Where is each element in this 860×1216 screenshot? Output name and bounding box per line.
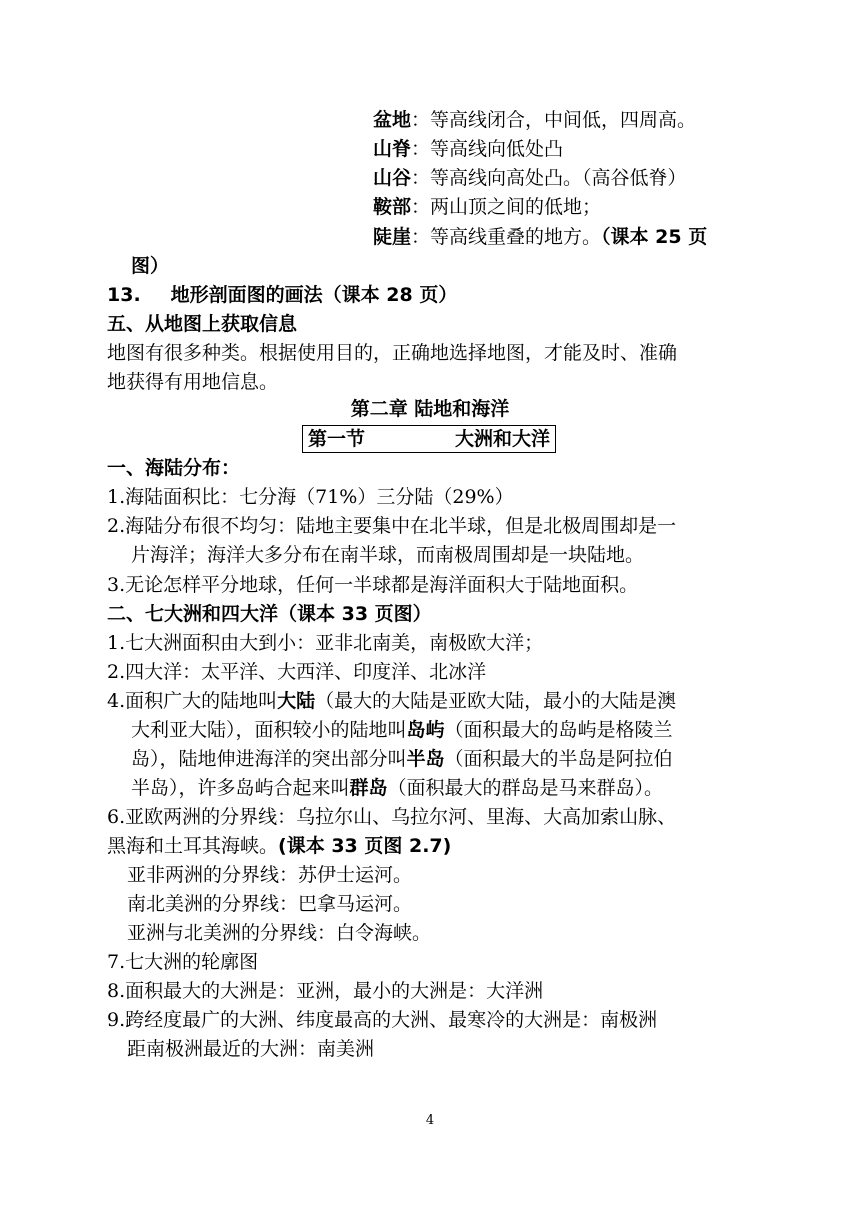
section-title-box	[302, 425, 556, 453]
list-item: 1.海陆面积比：七分海（71%）三分陆（29%）	[107, 486, 514, 508]
landform-ridge	[373, 136, 563, 162]
key-term: 岛屿	[406, 719, 445, 741]
key-term: 大陆	[277, 690, 316, 712]
landform-term: 山谷	[373, 167, 412, 189]
landform-saddle	[373, 194, 601, 220]
textbook-reference: （课本 25 页	[601, 226, 708, 248]
paragraph-line: 地获得有用地信息。	[107, 371, 279, 393]
list-item-cont	[131, 775, 663, 801]
list-item-cont	[131, 746, 673, 772]
list-item: 2.海陆分布很不均匀：陆地主要集中在北半球，但是北极周围却是一	[107, 515, 677, 537]
text-run: （面积最大的岛屿是格陵兰	[444, 719, 673, 741]
list-item: 8.面积最大的大洲是：亚洲，最小的大洲是：大洋洲	[107, 980, 544, 1002]
key-term: 群岛	[349, 777, 388, 799]
text-run: 半岛），许多岛屿合起来叫	[131, 777, 350, 799]
text-run: （面积最大的群岛是马来群岛）。	[387, 777, 664, 799]
text-run: 黑海和土耳其海峡。	[107, 835, 279, 857]
landform-desc: ：等高线重叠的地方。	[411, 226, 602, 248]
landform-desc: ：两山顶之间的低地；	[411, 196, 602, 218]
landform-term: 陡崖	[373, 226, 412, 248]
landform-cliff	[373, 224, 707, 250]
list-item-cont: 亚洲与北美洲的分界线：白令海峡。	[127, 922, 432, 944]
list-item-cont: 亚非两洲的分界线：苏伊士运河。	[127, 864, 413, 886]
landform-desc: ：等高线向低处凸	[411, 138, 564, 160]
landform-term: 鞍部	[373, 196, 412, 218]
list-item-cont: 距南极洲最近的大洲：南美洲	[127, 1038, 375, 1060]
part-heading: 二、七大洲和四大洋（课本 33 页图）	[107, 603, 432, 625]
list-item: 9.跨经度最广的大洲、纬度最高的大洲、最寒冷的大洲是：南极洲	[107, 1009, 658, 1031]
landform-term: 山脊	[373, 138, 412, 160]
list-item: 2.四大洋：太平洋、大西洋、印度洋、北冰洋	[107, 661, 487, 683]
text-run: （面积最大的半岛是阿拉伯	[444, 748, 673, 770]
list-item	[107, 688, 676, 714]
item-13	[107, 282, 457, 308]
list-item-cont	[107, 833, 451, 859]
page-number: 4	[425, 1113, 435, 1128]
text-run: 4.面积广大的陆地叫	[107, 690, 278, 712]
item-number: 13.	[107, 284, 141, 306]
landform-valley	[373, 165, 687, 191]
item-text: 地形剖面图的画法（课本 28 页）	[170, 284, 458, 306]
landform-term: 盆地	[373, 109, 412, 131]
list-item: 3.无论怎样平分地球，任何一半球都是海洋面积大于陆地面积。	[107, 574, 639, 596]
part-heading: 一、海陆分布：	[107, 457, 241, 479]
list-item: 7.七大洲的轮廓图	[107, 951, 259, 973]
text-run: 岛），陆地伸进海洋的突出部分叫	[131, 748, 407, 770]
landform-desc: ：等高线闭合，中间低，四周高。	[411, 109, 697, 131]
section-number: 第一节	[308, 428, 366, 450]
chapter-title: 第二章 陆地和海洋	[350, 398, 510, 420]
list-item: 1.七大洲面积由大到小：亚非北南美，南极欧大洋；	[107, 632, 544, 654]
key-term: 半岛	[406, 748, 445, 770]
list-item-cont	[131, 717, 673, 743]
list-item-cont: 片海洋；海洋大多分布在南半球，而南极周围却是一块陆地。	[131, 544, 645, 566]
list-item-cont: 南北美洲的分界线：巴拿马运河。	[127, 893, 413, 915]
landform-cliff-cont: 图）	[131, 255, 170, 277]
landform-desc: ：等高线向高处凸。（高谷低脊）	[411, 167, 687, 189]
paragraph-line: 地图有很多种类。根据使用目的，正确地选择地图，才能及时、准确	[107, 342, 678, 364]
section-name: 大洲和大洋	[454, 428, 550, 450]
textbook-reference: (课本 33 页图 2.7)	[278, 835, 452, 857]
section-heading: 五、从地图上获取信息	[107, 313, 298, 335]
list-item: 6.亚欧两洲的分界线：乌拉尔山、乌拉尔河、里海、大高加索山脉、	[107, 806, 677, 828]
text-run: 大利亚大陆），面积较小的陆地叫	[131, 719, 407, 741]
text-run: （最大的大陆是亚欧大陆，最小的大陆是澳	[315, 690, 677, 712]
landform-basin	[373, 107, 696, 133]
